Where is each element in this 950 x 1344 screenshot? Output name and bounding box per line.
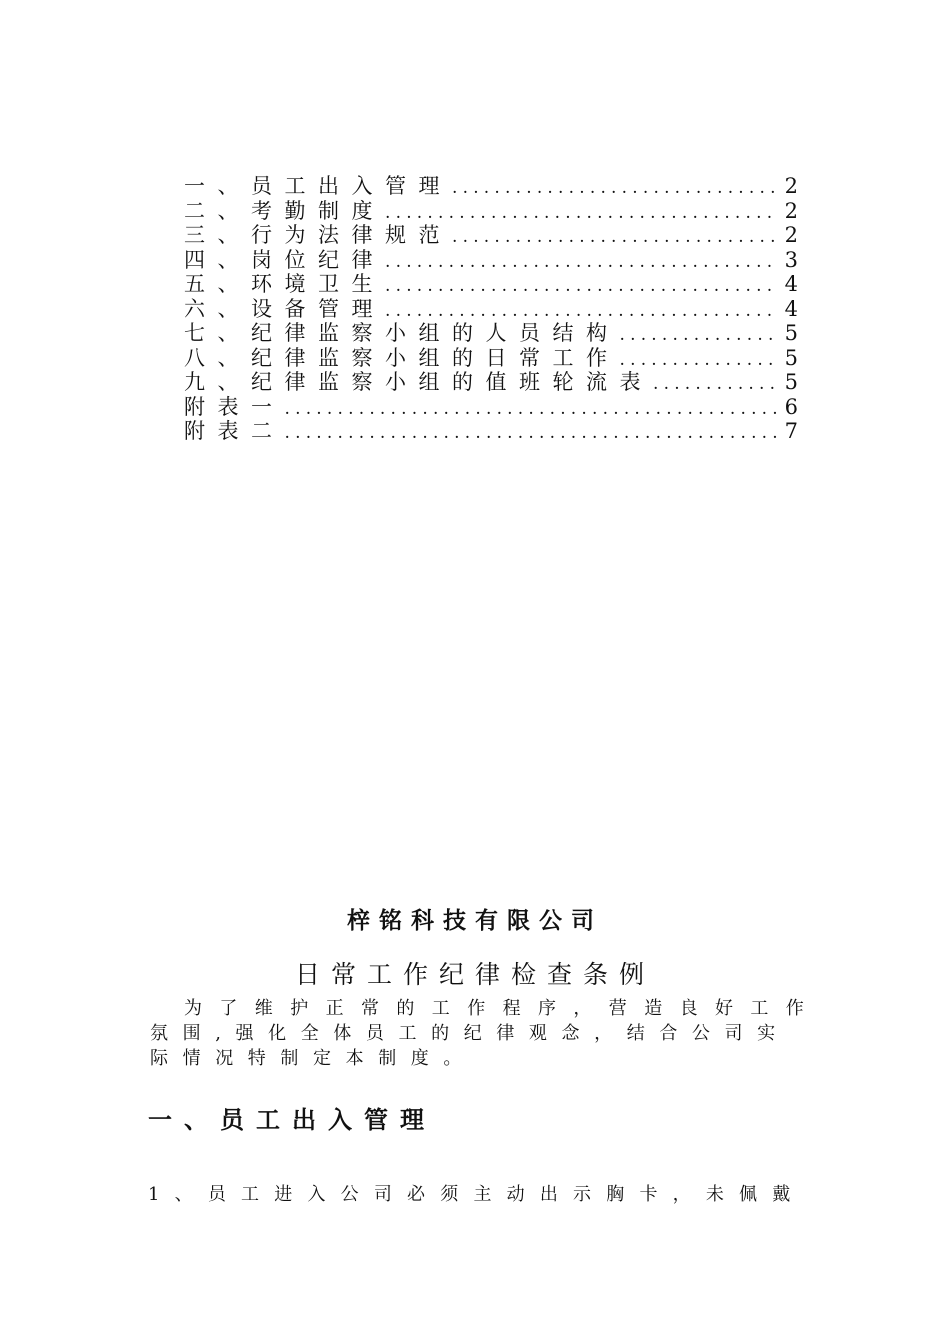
toc-entry[interactable] <box>184 321 798 346</box>
toc-entry[interactable] <box>184 174 798 199</box>
toc-entry-label: 附表二 <box>184 419 285 443</box>
toc-entry-page: 3 <box>784 247 798 272</box>
intro-line: 际情况特制定本制度。 <box>150 1048 476 1069</box>
toc-entry[interactable] <box>184 419 798 444</box>
toc-leader-dots <box>385 250 778 273</box>
toc-entry-page: 5 <box>784 321 798 345</box>
toc-entry-label: 八、纪律监察小组的日常工作 <box>184 345 620 370</box>
toc-entry-page: 4 <box>784 272 798 296</box>
toc-leader-dots <box>285 421 779 444</box>
toc-entry-page: 4 <box>784 296 798 321</box>
toc-entry-label: 四、岗位纪律 <box>184 247 385 272</box>
toc-entry[interactable] <box>184 297 798 322</box>
toc-leader-dots <box>385 299 778 322</box>
intro-line: 氛围,强化全体员工的纪律观念，结合公司实 <box>150 1023 790 1044</box>
toc-entry-label: 三、行为法律规范 <box>184 223 452 247</box>
toc-leader-dots <box>385 201 778 224</box>
toc-entry-label: 附表一 <box>184 394 285 419</box>
toc-leader-dots <box>452 176 778 199</box>
body-paragraph: 1、员工进入公司必须主动出示胸卡，未佩戴 <box>148 1184 806 1205</box>
toc-entry-label: 一、员工出入管理 <box>184 174 452 198</box>
toc-entry-page: 5 <box>784 370 798 394</box>
toc-leader-dots <box>285 397 779 420</box>
toc-entry[interactable] <box>184 395 798 420</box>
section-heading: 一、员工出入管理 <box>148 1106 436 1134</box>
toc-entry-page: 2 <box>784 198 798 223</box>
toc-entry-page: 7 <box>784 419 798 443</box>
table-of-contents <box>184 174 798 444</box>
intro-line: 为了维护正常的工作程序，营造良好工作 <box>184 998 822 1019</box>
toc-entry-label: 二、考勤制度 <box>184 198 385 223</box>
company-name: 梓铭科技有限公司 <box>347 908 603 934</box>
toc-leader-dots <box>385 274 778 297</box>
document-title: 日常工作纪律检查条例 <box>294 960 655 989</box>
toc-entry[interactable] <box>184 248 798 273</box>
toc-entry-page: 6 <box>784 394 798 419</box>
toc-leader-dots <box>452 225 778 248</box>
toc-leader-dots <box>653 372 778 395</box>
toc-entry[interactable] <box>184 346 798 371</box>
toc-entry-page: 2 <box>784 174 798 198</box>
intro-paragraph <box>150 996 822 1071</box>
toc-entry[interactable] <box>184 370 798 395</box>
toc-entry-label: 七、纪律监察小组的人员结构 <box>184 321 620 345</box>
toc-entry-label: 九、纪律监察小组的值班轮流表 <box>184 370 653 394</box>
toc-entry-label: 六、设备管理 <box>184 296 385 321</box>
toc-entry[interactable] <box>184 272 798 297</box>
toc-entry-page: 5 <box>784 345 798 370</box>
toc-entry-label: 五、环境卫生 <box>184 272 385 296</box>
toc-leader-dots <box>620 348 779 371</box>
toc-entry[interactable] <box>184 199 798 224</box>
toc-entry-page: 2 <box>784 223 798 247</box>
toc-leader-dots <box>620 323 779 346</box>
toc-entry[interactable] <box>184 223 798 248</box>
